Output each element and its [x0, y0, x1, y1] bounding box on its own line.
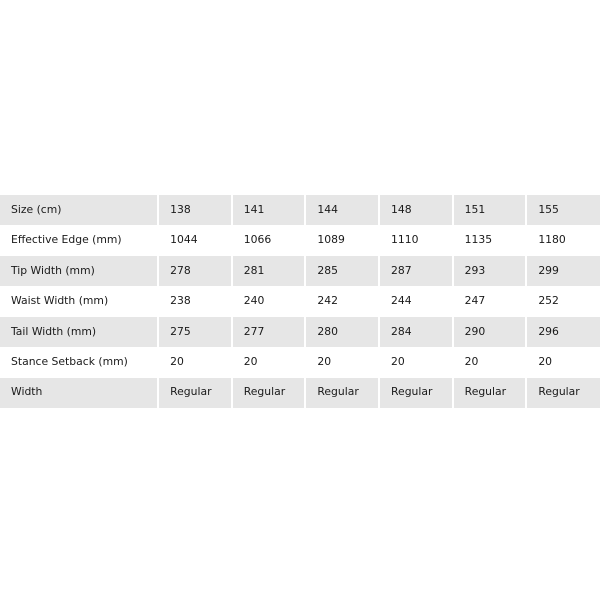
table-row: [0, 256, 600, 286]
table-cell: 1135: [453, 225, 527, 255]
table-row: [0, 286, 600, 316]
table-cell: 277: [232, 317, 306, 347]
table-cell: 242: [305, 286, 379, 316]
table-cell: 252: [538, 294, 559, 308]
table-row: [0, 225, 600, 255]
table-cell: 284: [379, 317, 453, 347]
table-cell: 141: [232, 195, 306, 225]
table-cell: 281: [232, 256, 306, 286]
table-cell: 20: [453, 347, 527, 377]
table-cell: 293: [453, 256, 527, 286]
table-cell: 1110: [379, 225, 453, 255]
table-cell: Regular: [379, 378, 453, 408]
row-label: Effective Edge (mm): [0, 225, 158, 255]
table-cell: 1044: [158, 225, 232, 255]
row-label: Stance Setback (mm): [0, 347, 158, 377]
row-label: Size (cm): [0, 195, 158, 225]
table-cell: 20: [538, 354, 553, 368]
table-cell: 278: [158, 256, 232, 286]
spec-table: [0, 195, 600, 408]
table-cell: Regular: [158, 378, 232, 408]
table-cell: 299: [526, 256, 600, 286]
table-cell: 148: [379, 195, 453, 225]
spec-table-body: [0, 195, 600, 408]
table-row: [0, 317, 600, 347]
table-cell: Regular: [232, 378, 306, 408]
table-cell: 1180: [538, 233, 566, 247]
table-cell: 275: [158, 317, 232, 347]
table-row: [0, 378, 600, 408]
row-label: Tail Width (mm): [0, 317, 158, 347]
table-cell: 20: [158, 347, 232, 377]
table-cell: 244: [379, 286, 453, 316]
table-cell: 155: [526, 195, 600, 225]
table-cell: 280: [305, 317, 379, 347]
table-cell: 247: [453, 286, 527, 316]
table-cell: 144: [305, 195, 379, 225]
table-cell: 1066: [232, 225, 306, 255]
table-cell: 20: [379, 347, 453, 377]
table-cell: 138: [158, 195, 232, 225]
table-cell: 238: [158, 286, 232, 316]
table-cell: Regular: [453, 378, 527, 408]
row-label: Waist Width (mm): [0, 286, 158, 316]
table-cell: 20: [232, 347, 306, 377]
table-cell: 20: [305, 347, 379, 377]
table-row: [0, 347, 600, 377]
table-cell: 240: [232, 286, 306, 316]
table-cell: 285: [305, 256, 379, 286]
table-cell: 1089: [305, 225, 379, 255]
table-cell: Regular: [305, 378, 379, 408]
table-cell: 296: [526, 317, 600, 347]
row-label: Tip Width (mm): [0, 256, 158, 286]
table-cell: 151: [453, 195, 527, 225]
table-row: [0, 195, 600, 225]
table-cell: 290: [453, 317, 527, 347]
table-cell: Regular: [526, 378, 600, 408]
row-label: Width: [0, 378, 158, 408]
table-cell: 287: [379, 256, 453, 286]
